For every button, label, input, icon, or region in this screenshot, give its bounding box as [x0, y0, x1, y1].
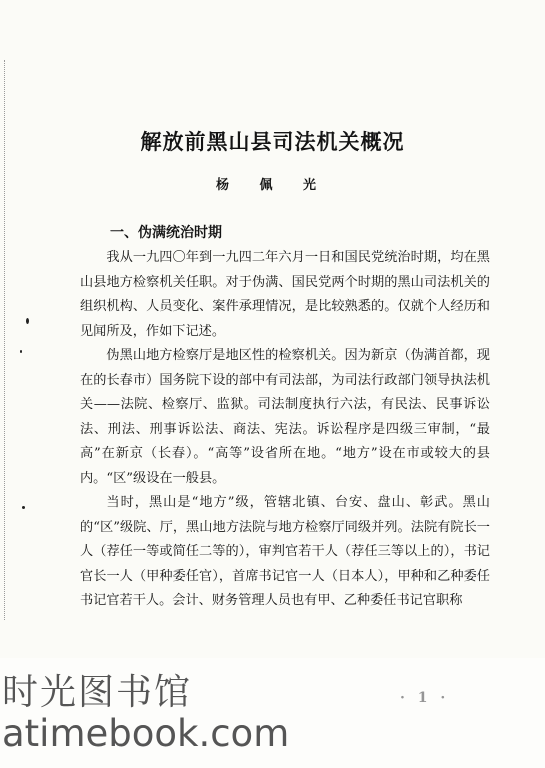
author-name: 杨 佩 光: [215, 178, 330, 193]
paragraph: 当时，黑山是“地方”级，管辖北镇、台安、盘山、彰武。黑山的“区”级院、厅，黑山地方法院与地方检察厅同级并列。法院有院长一人（荐任一等或简任二等的），审判官若干人（荐任三等以上的），书记官长一人（甲种委任官），首席书记官一人（日本人），甲种和乙种委任书记官若干人。会计、财务管理人员也有甲、乙种委任书记官职称: [80, 495, 490, 608]
watermark-url: atimebook.com: [2, 712, 290, 755]
section-heading: 一、伪满统治时期: [110, 225, 222, 241]
scan-speck: [20, 350, 22, 353]
paragraph: 我从一九四〇年到一九四二年六月一日和国民党统治时期，均在黑山县地方检察机关任职。对于伪满、国民党两个时期的黑山司法机关的组织机构、人员变化、案件承理情况，是比较熟悉的。仅就个人经历和见闻所及，作如下记述。: [80, 250, 490, 339]
scan-speck: [22, 506, 25, 509]
watermark-chinese: 时光图书馆: [2, 672, 193, 713]
body-text: [80, 246, 490, 614]
paragraph: 伪黑山地方检察厅是地区性的检察机关。因为新京（伪满首都，现在的长春市）国务院下设的部中有司法部，为司法行政部门领导执法机关——法院、检察厅、监狱。司法制度执行六法，有民法、民事诉讼法、刑法、刑事诉讼法、商法、宪法。诉讼程序是四级三审制，“最高”在新京（长春）。“高等”设省所在地。“地方”设在市或较大的县内。“区”级设在一般县。: [80, 348, 490, 486]
scan-speck: [26, 318, 29, 324]
document-title: 解放前黑山县司法机关概况: [140, 129, 405, 154]
